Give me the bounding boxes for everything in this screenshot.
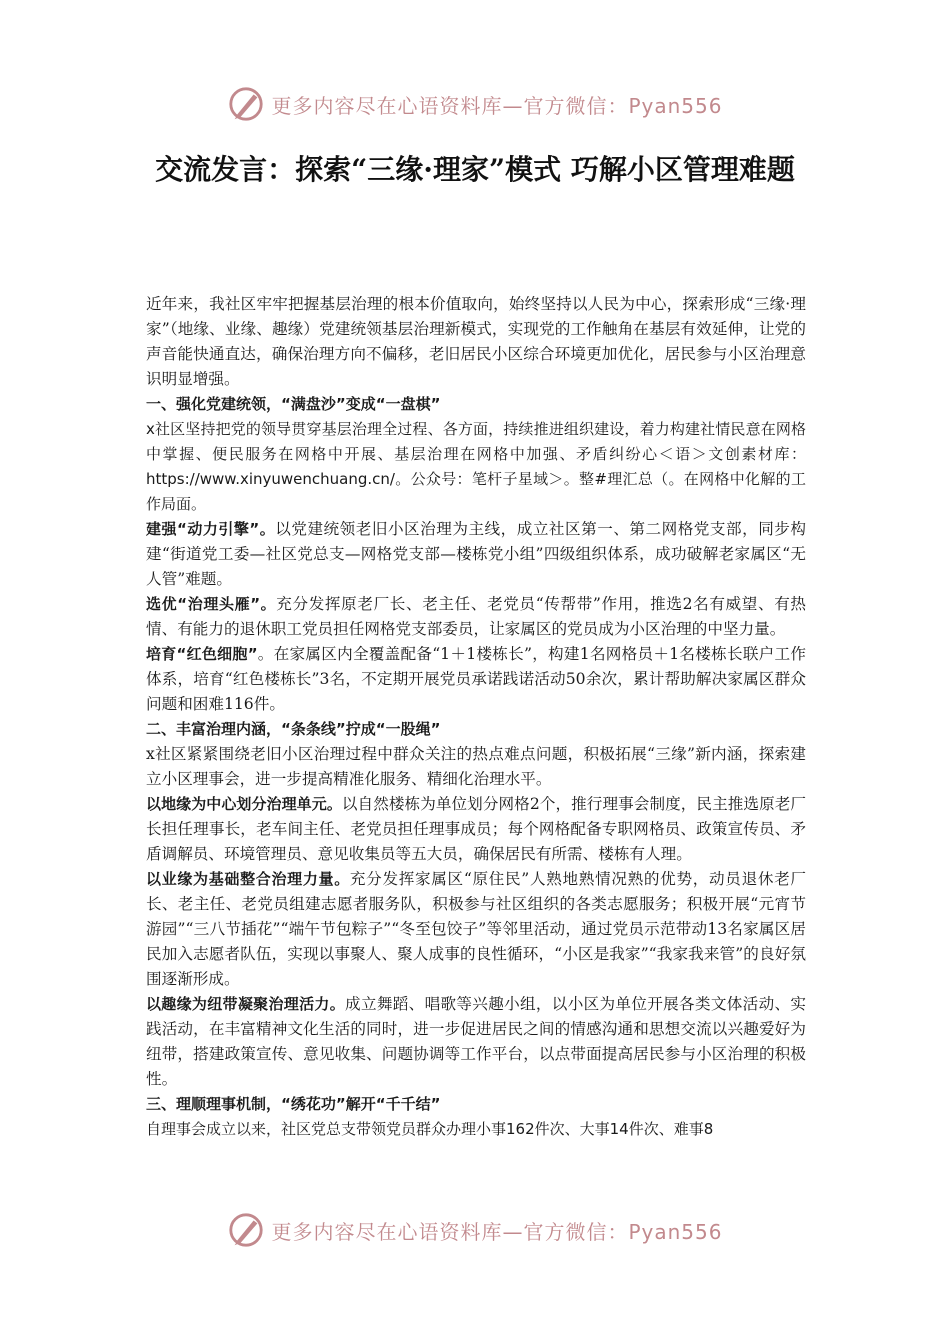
section-heading-2: 二、丰富治理内涵，“条条线”拧成“一股绳”	[146, 720, 441, 738]
watermark-header	[0, 82, 950, 126]
text-geo: 以自然楼栋为单位划分网格2个，推行理事会制度，民主推选原老厂长担任理事长，老车间主任、老党员担任理事成员；每个网格配备专职网格员、政策宣传员、矛盾调解员、环境管理员、意见收集员等五大员，确保居民有所需、楼栋有人理。	[146, 795, 806, 863]
paragraph-cultivate	[146, 642, 806, 717]
lead-geo: 以地缘为中心划分治理单元。	[146, 795, 342, 813]
watermark-footer	[0, 1208, 950, 1252]
lead-work: 以业缘为基础整合治理力量。	[146, 870, 350, 888]
section-1-paragraph: x社区坚持把党的领导贯穿基层治理全过程、各方面，持续推进组织建设，着力构建社情民意在网格中掌握、便民服务在网格中开展、基层治理在网格中加强、矛盾纠纷心＜语＞文创素材库：https://www.xinyuwenchuang.cn/。公众号：笔杆子星域＞。整#理汇总（。在网格中化解的工作局面。	[146, 420, 806, 513]
lead-interest: 以趣缘为纽带凝聚治理活力。	[146, 995, 346, 1013]
text-cultivate: 。在家属区内全覆盖配备“1＋1楼栋长”，构建1名网格员＋1名楼栋长联户工作体系，培育“红色楼栋长”3名，不定期开展党员承诺践诺活动50余次，累计帮助解决家属区群众问题和困难116件。	[146, 645, 806, 713]
paragraph-select	[146, 592, 806, 642]
lead-strengthen: 建强“动力引擎”。	[146, 520, 276, 538]
pen-logo-icon	[227, 85, 265, 123]
paragraph-work	[146, 867, 806, 992]
section-heading-1: 一、强化党建统领，“满盘沙”变成“一盘棋”	[146, 395, 441, 413]
section-2-paragraph: x社区紧紧围绕老旧小区治理过程中群众关注的热点难点问题，积极拓展“三缘”新内涵，探索建立小区理事会，进一步提高精准化服务、精细化治理水平。	[146, 745, 806, 788]
text-select: 充分发挥原老厂长、老主任、老党员“传帮带”作用，推选2名有威望、有热情、有能力的退休职工党员担任网格党支部委员，让家属区的党员成为小区治理的中坚力量。	[146, 595, 806, 638]
paragraph-strengthen	[146, 517, 806, 592]
paragraph-interest	[146, 992, 806, 1092]
text-interest: 成立舞蹈、唱歌等兴趣小组，以小区为单位开展各类文体活动、实践活动，在丰富精神文化生活的同时，进一步促进居民之间的情感沟通和思想交流以兴趣爱好为纽带，搭建政策宣传、意见收集、问题协调等工作平台，以点带面提高居民参与小区治理的积极性。	[146, 995, 806, 1088]
watermark-text: 更多内容尽在心语资料库—官方微信：Pyan556	[271, 1219, 723, 1244]
paragraph-geo	[146, 792, 806, 867]
page-title: 交流发言：探索“三缘·理家”模式 巧解小区管理难题	[155, 153, 795, 186]
section-heading-3: 三、理顺理事机制，“绣花功”解开“千千结”	[146, 1095, 441, 1113]
section-3-paragraph: 自理事会成立以来，社区党总支带领党员群众办理小事162件次、大事14件次、难事8	[146, 1120, 714, 1138]
lead-cultivate: 培育“红色细胞”	[146, 645, 258, 663]
intro-paragraph: 近年来，我社区牢牢把握基层治理的根本价值取向，始终坚持以人民为中心，探索形成“三缘·理家”（地缘、业缘、趣缘）党建统领基层治理新模式，实现党的工作触角在基层有效延伸，让党的声音能快通直达，确保治理方向不偏移，老旧居民小区综合环境更加优化，居民参与小区治理意识明显增强。	[146, 295, 806, 388]
text-work: 充分发挥家属区“原住民”人熟地熟情况熟的优势，动员退休老厂长、老主任、老党员组建志愿者服务队，积极参与社区组织的各类志愿服务；积极开展“元宵节游园”“三八节插花”“端午节包粽子”“冬至包饺子”等邻里活动，通过党员示范带动13名家属区居民加入志愿者队伍，实现以事聚人、聚人成事的良性循环，“小区是我家”“我家我来管”的良好氛围逐渐形成。	[146, 870, 806, 988]
watermark-text: 更多内容尽在心语资料库—官方微信：Pyan556	[271, 93, 723, 118]
pen-logo-icon	[227, 1211, 265, 1249]
text-strengthen: 以党建统领老旧小区治理为主线，成立社区第一、第二网格党支部，同步构建“街道党工委—社区党总支—网格党支部—楼栋党小组”四级组织体系，成功破解老家属区“无人管”难题。	[146, 520, 806, 588]
document-body	[146, 292, 806, 1142]
lead-select: 选优“治理头雁”。	[146, 595, 277, 613]
